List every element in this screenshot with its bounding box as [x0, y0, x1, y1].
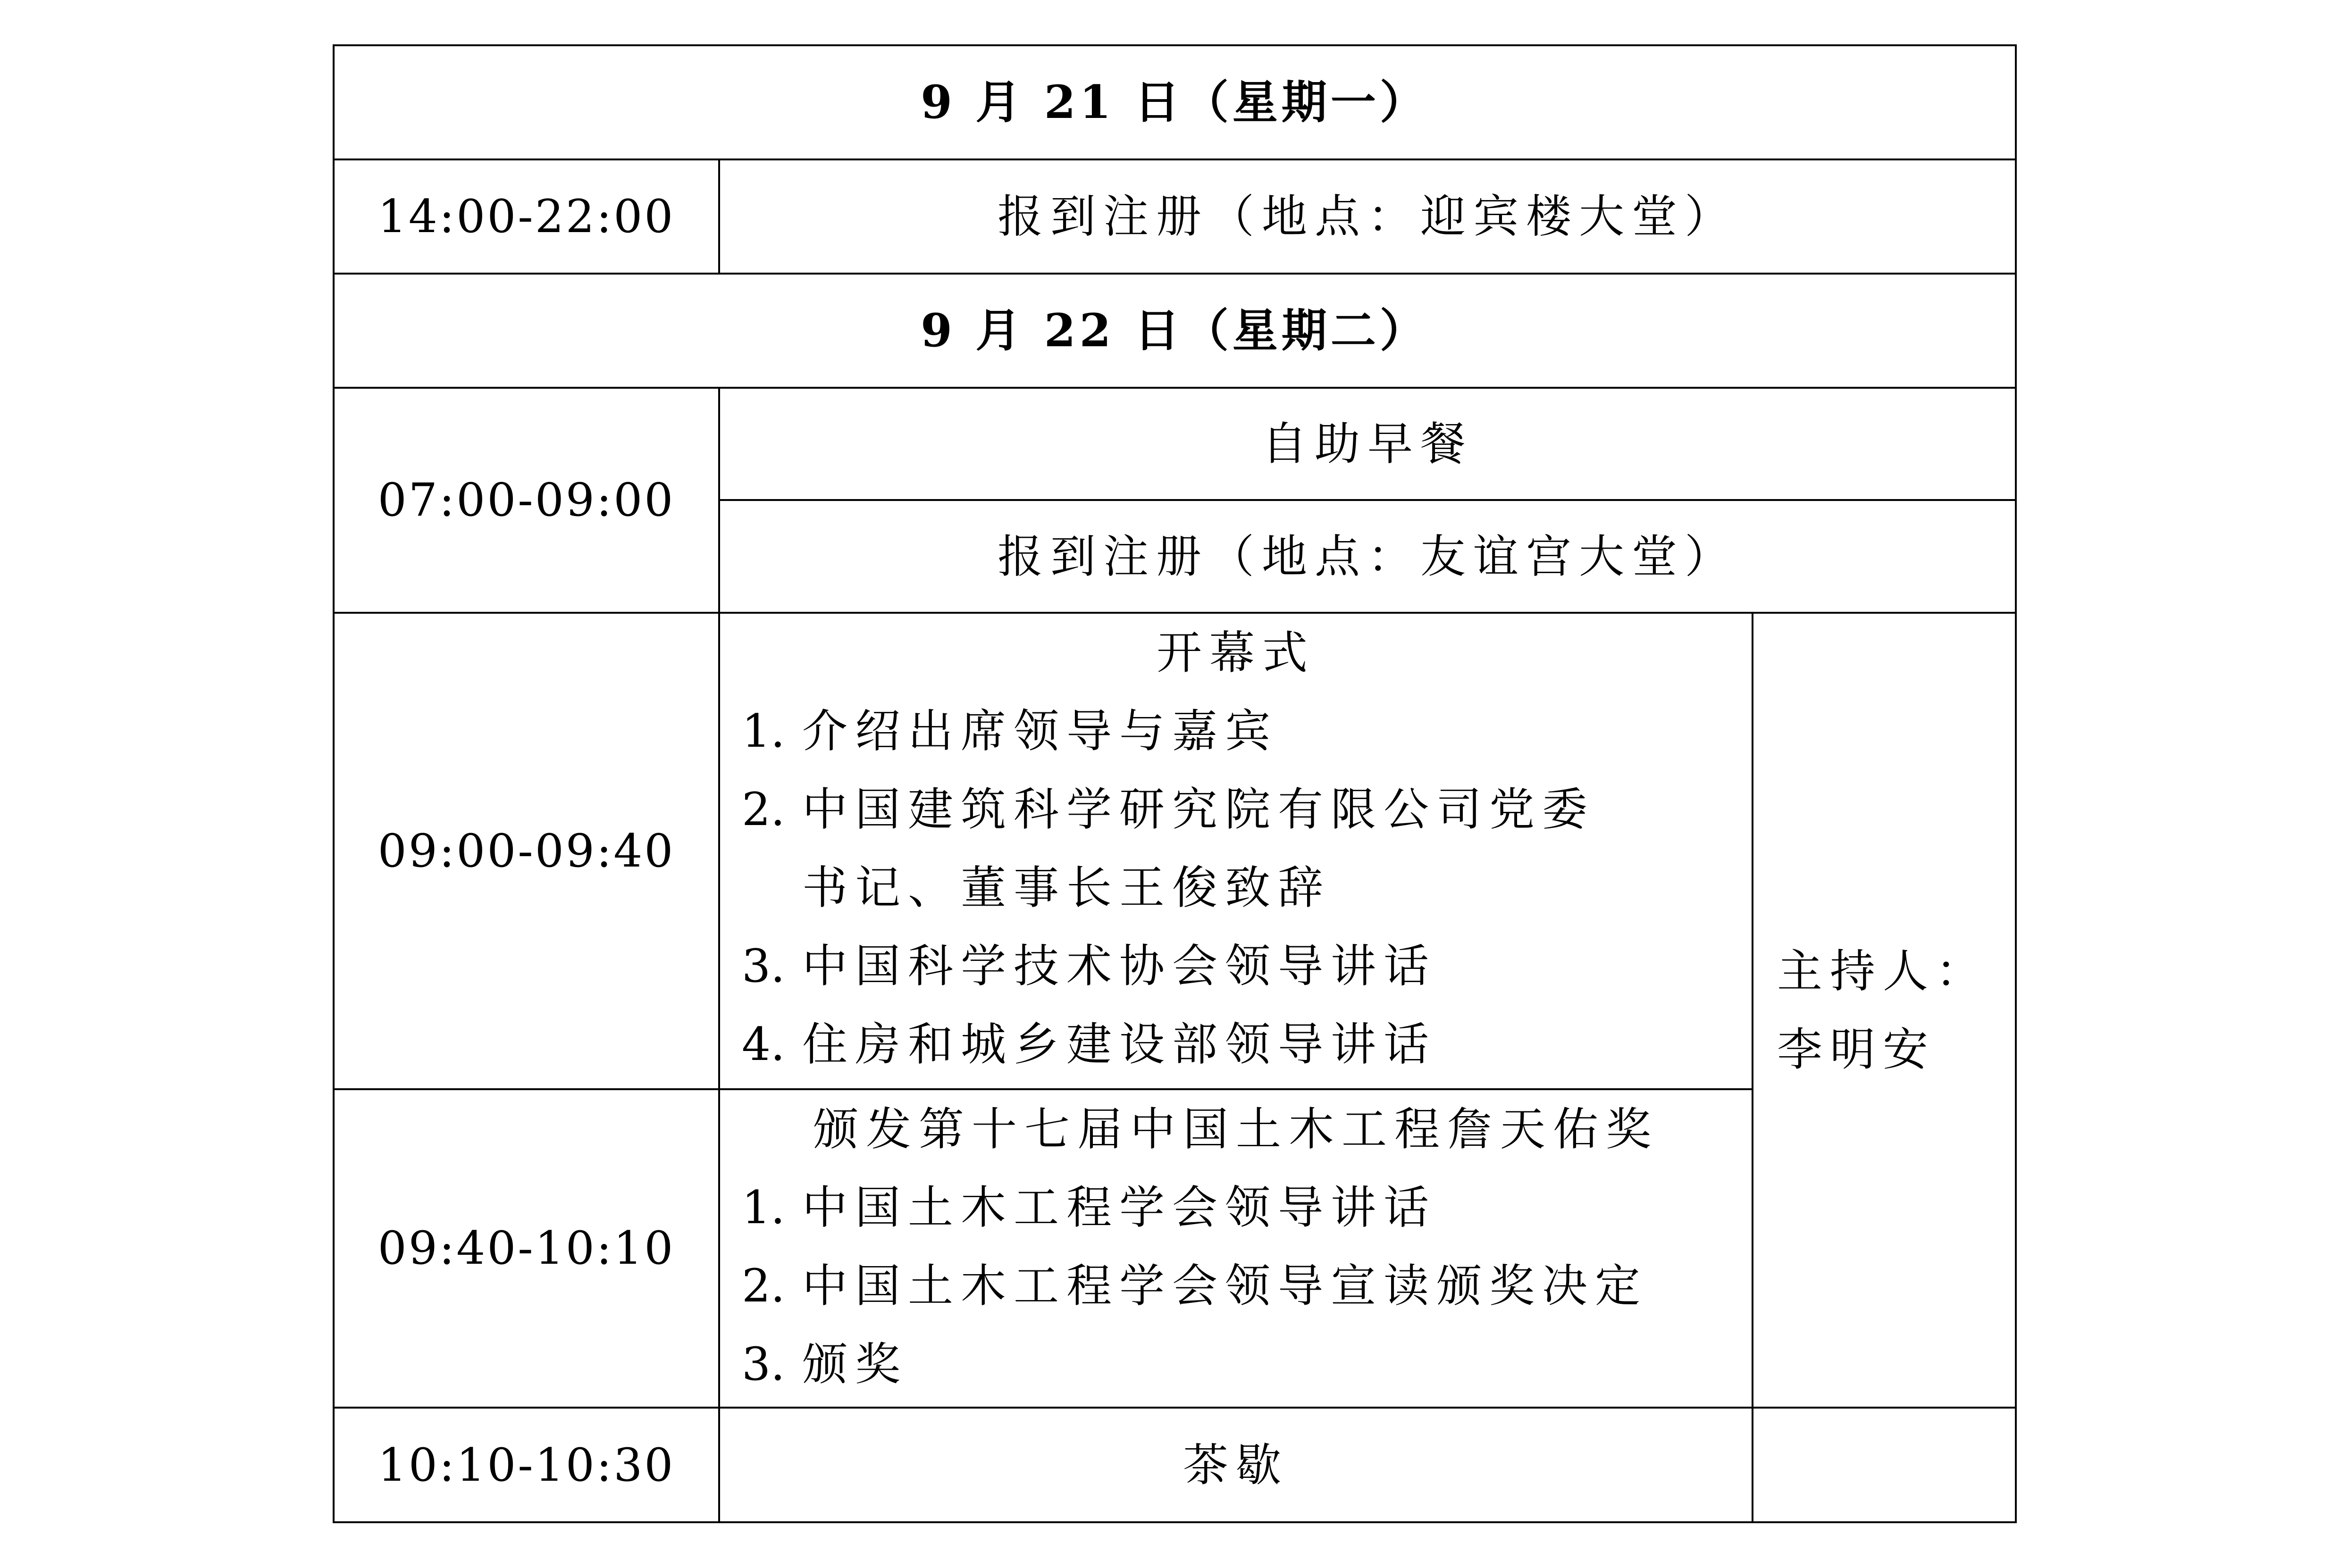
program-item: [742, 1168, 1752, 1247]
program-item-continuation: [742, 849, 1752, 927]
item-text: 中国建筑科学研究院有限公司党委: [802, 783, 1595, 836]
item-text: 中国土木工程学会领导讲话: [802, 1181, 1436, 1234]
item-number: 3.: [742, 940, 785, 993]
host-label: 主持人：: [1777, 944, 1988, 998]
program-title: 开幕式: [1157, 626, 1315, 680]
event-cell: 自助早餐: [719, 388, 2016, 500]
item-text: 介绍出席领导与嘉宾: [802, 705, 1278, 758]
item-text: 中国科学技术协会领导讲话: [802, 940, 1436, 993]
date-header-day2: 9 月 22 日（星期二）: [334, 274, 2016, 388]
event-cell: 报到注册（地点：友谊宫大堂）: [719, 500, 2016, 613]
program-item: [742, 1247, 1752, 1325]
registration-row-day1: [334, 159, 2016, 274]
time-cell: 14:00-22:00: [334, 159, 719, 274]
item-number: 1.: [742, 1181, 785, 1234]
program-item: [742, 1005, 1752, 1084]
host-name: 李明安: [1777, 1023, 1936, 1076]
breakfast-row: [334, 388, 2016, 500]
program-item: [742, 1325, 1752, 1403]
time-cell: 07:00-09:00: [334, 388, 719, 613]
item-text: 住房和城乡建设部领导讲话: [802, 1018, 1436, 1071]
item-number: 2.: [742, 1259, 785, 1312]
event-cell: 报到注册（地点：迎宾楼大堂）: [719, 159, 2016, 274]
time-cell: 09:40-10:10: [334, 1089, 719, 1408]
empty-host-cell: [1753, 1408, 2016, 1522]
item-text: 书记、董事长王俊致辞: [802, 861, 1331, 915]
date-row-day2: [334, 274, 2016, 388]
event-cell: 茶歇: [719, 1408, 1753, 1522]
item-number: 3.: [742, 1337, 785, 1391]
program-item: [742, 692, 1752, 770]
program-item: [742, 927, 1752, 1005]
time-cell: 10:10-10:30: [334, 1408, 719, 1522]
item-number: 4.: [742, 1018, 785, 1071]
date-row-day1: [334, 45, 2016, 159]
item-text: 颁奖: [802, 1337, 908, 1391]
program-title: 颁发第十七届中国土木工程詹天佑奖: [813, 1102, 1659, 1156]
item-number: 1.: [742, 705, 785, 758]
opening-row: [334, 613, 2016, 1089]
award-program: [719, 1089, 1753, 1408]
item-number: 2.: [742, 783, 785, 836]
item-text: 中国土木工程学会领导宣读颁奖决定: [802, 1259, 1648, 1312]
opening-program: [719, 613, 1753, 1089]
date-header-day1: 9 月 21 日（星期一）: [334, 45, 2016, 159]
break-row: [334, 1408, 2016, 1522]
time-cell: 09:00-09:40: [334, 613, 719, 1089]
program-item: [742, 770, 1752, 849]
schedule-table: [333, 44, 2017, 1523]
host-cell: [1753, 613, 2016, 1408]
